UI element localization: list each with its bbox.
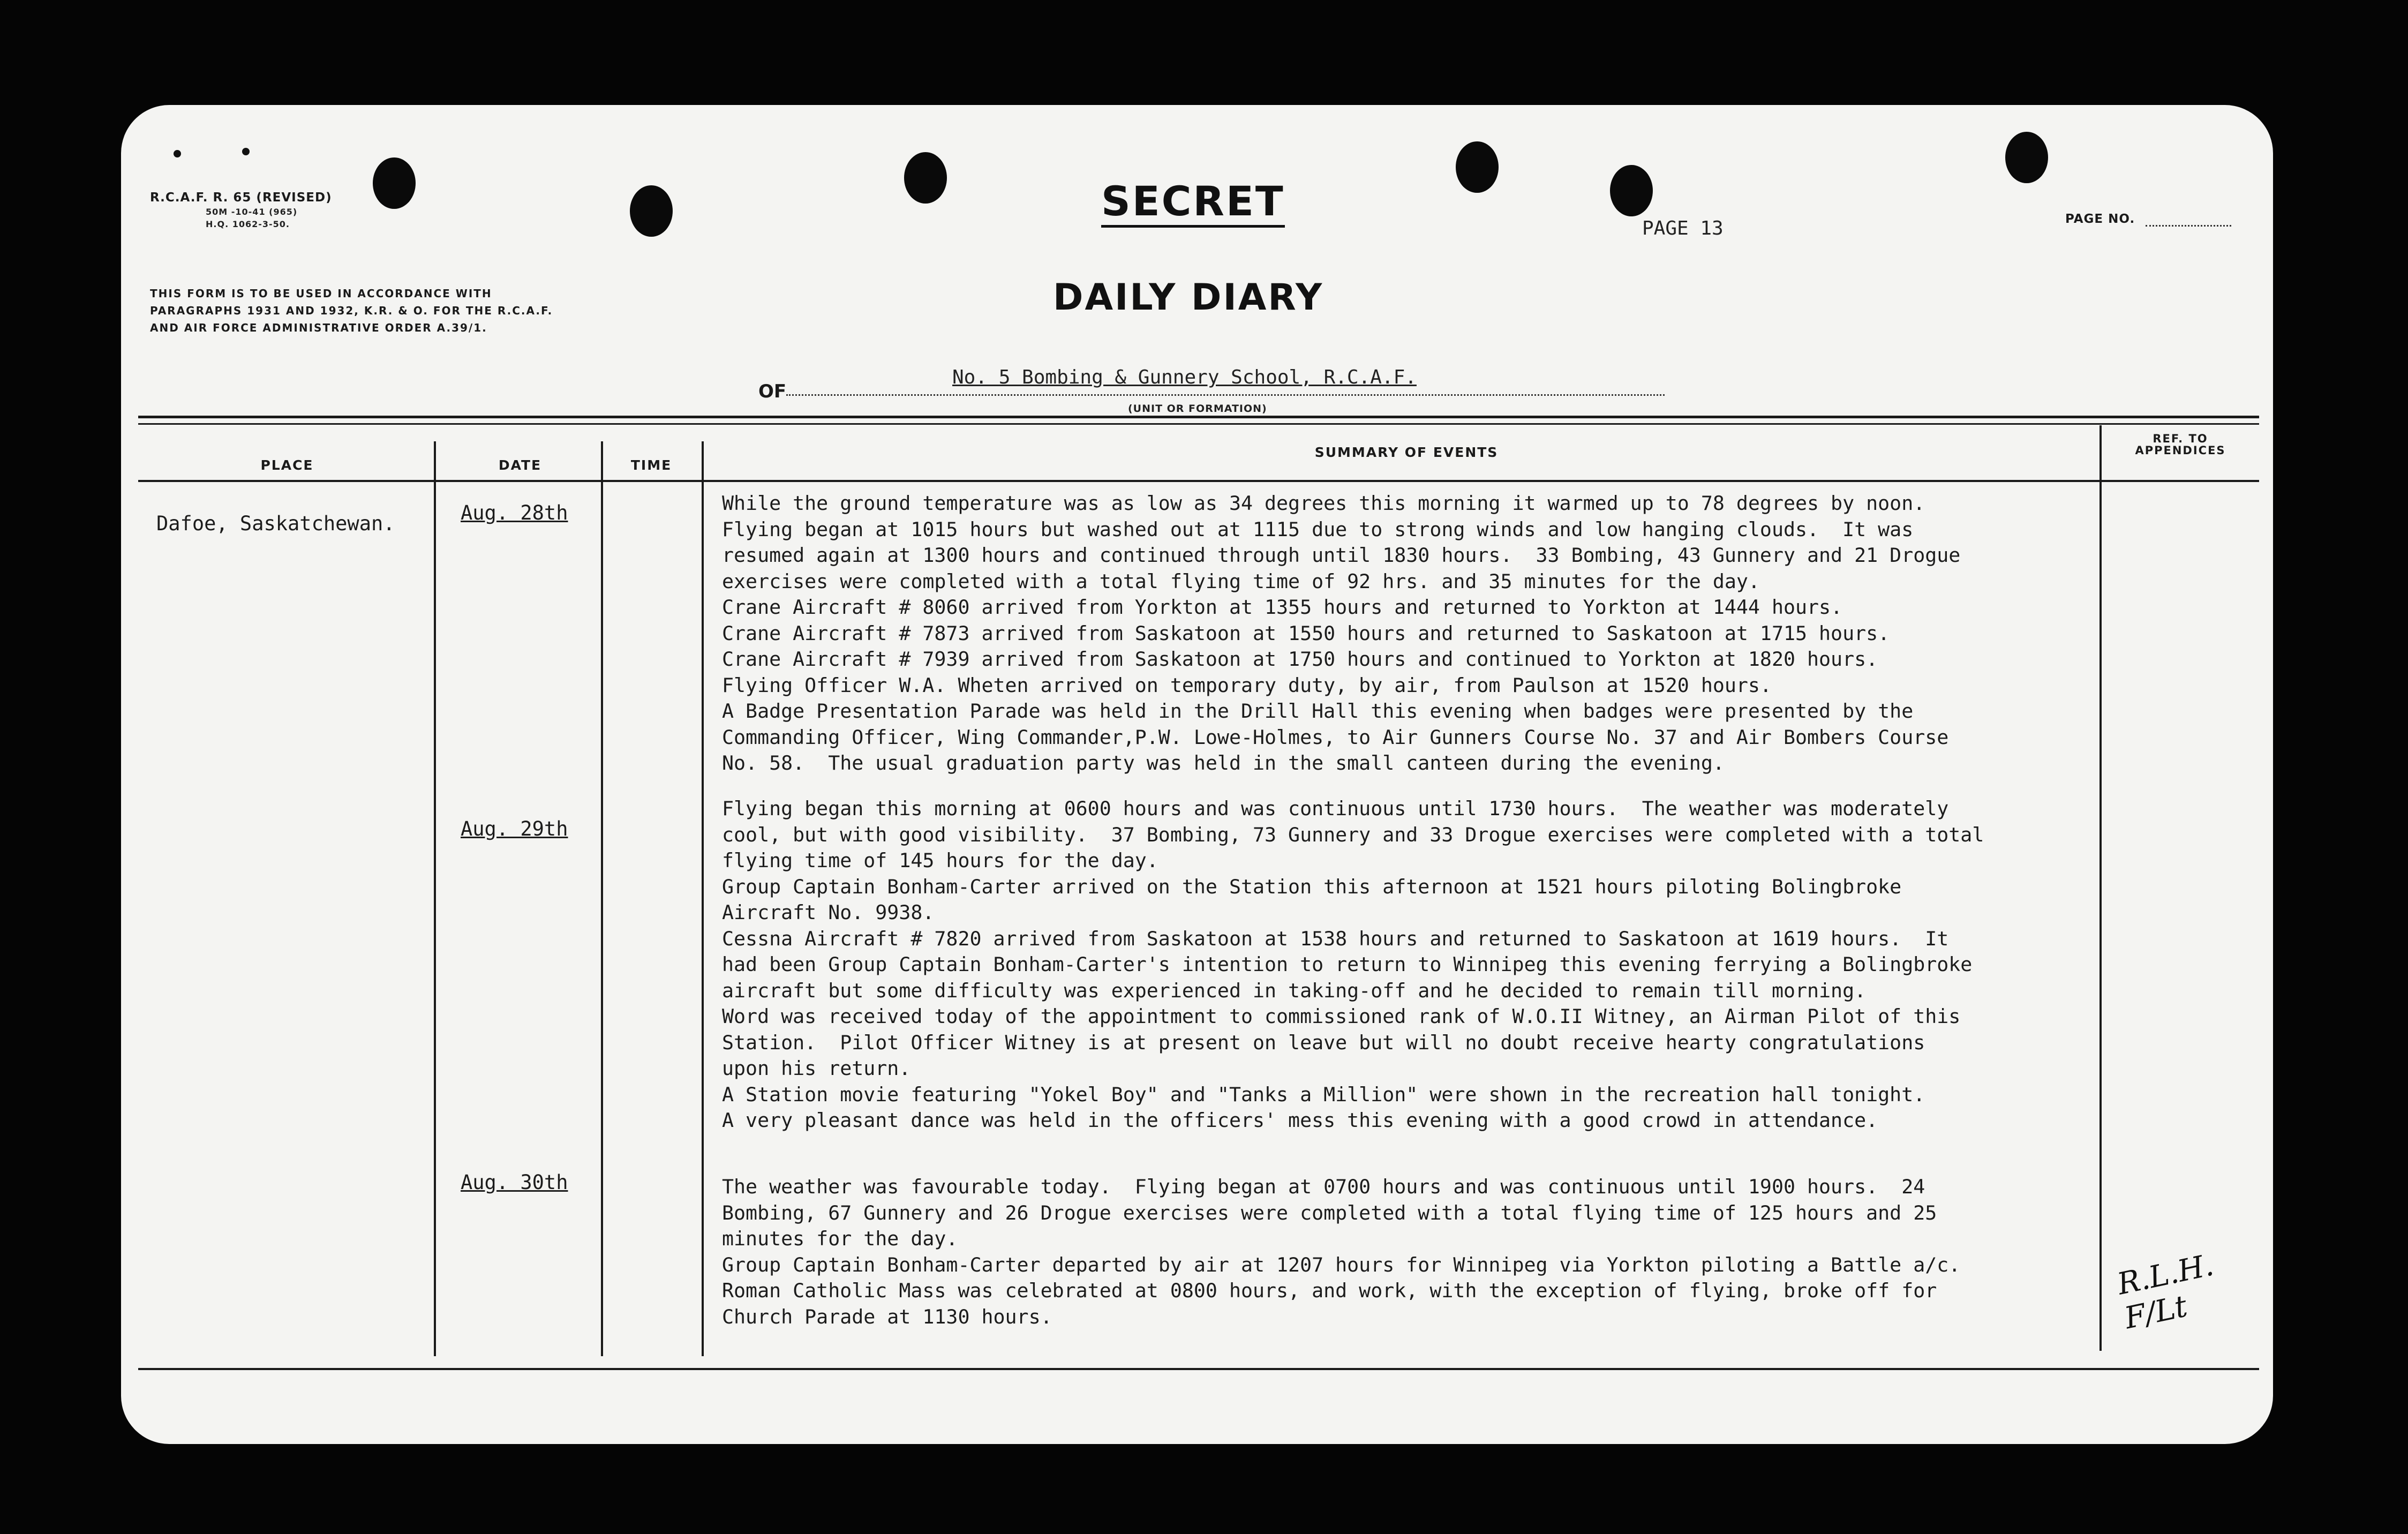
entry-summary: The weather was favourable today. Flying began at 0700 hours and was continuous until 1900 hours. 24 Bombing, 67 Gunnery and 26 Drogue exercises were completed with a total flying time of 125 hours and 25 minutes for the day. Group Captain Bonham-Carter departed by air at 1207 hours for Winnipeg via Yorkton piloting a Battle a/c. Roman Catholic Mass was celebrated at 0800 hours, and work, with the exception of flying, broke off for Church Parade at 1130 hours. — [722, 1175, 1961, 1328]
typed-page-number: PAGE 13 — [1642, 217, 1724, 239]
punch-hole — [2005, 132, 2048, 183]
column-header-time: TIME — [630, 457, 672, 473]
entry-date: Aug. 29th — [461, 817, 568, 840]
entry-summary: While the ground temperature was as low as 34 degrees this morning it warmed up to 78 degrees by noon. Flying began at 1015 hours but washed out at 1115 due to strong winds and low hanging clouds. It was resumed again at 1300 hours and continued through until 1830 hours. 33 Bombing, 43 Gunnery and 21 Drogue exercises were completed with a total flying time of 92 hrs. and 35 minutes for the day. Crane Aircraft # 8060 arrived from Yorkton at 1355 hours and returned to Yorkton at 1444 hours. Crane Aircraft # 7873 arrived from Saskatoon at 1550 hours and returned to Saskatoon at 1715 hours. Crane Aircraft # 7939 arrived from Saskatoon at 1750 hours and continued to Yorkton at 1820 hours. Flying Officer W.A. Wheten arrived on temporary duty, by air, from Paulson at 1520 hours. A Badge Presentation Parade was held in the Drill Hall this evening when badges were presented by the Commanding Officer, Wing Commander,P.W. Lowe-Holmes, to Air Gunners Course No. 37 and Air Bombers Course No. 58. The usual graduation party was held in the small canteen during the evening. — [722, 492, 1961, 774]
form-identifier — [150, 191, 332, 229]
corner-dot — [174, 150, 181, 157]
column-header-ref-appendices: REF. TO APPENDICES — [2135, 432, 2226, 457]
entry-date: Aug. 30th — [461, 1171, 568, 1194]
diary-form-sheet — [121, 105, 2273, 1444]
form-instructions: THIS FORM IS TO BE USED IN ACCORDANCE WITH PARAGRAPHS 1931 AND 1932, K.R. & O. FOR THE R.C.A.F. AND AIR FORCE ADMINISTRATIVE ORDER A.39/1. — [150, 287, 553, 334]
corner-dot — [242, 148, 250, 155]
unit-name: No. 5 Bombing & Gunnery School, R.C.A.F. — [952, 366, 1417, 388]
entry-summary: Flying began this morning at 0600 hours and was continuous until 1730 hours. The weather was moderately cool, but with good visibility. 37 Bombing, 73 Gunnery and 33 Drogue exercises were completed with a total flying time of 145 hours for the day. Group Captain Bonham-Carter arrived on the Station this afternoon at 1521 hours piloting Bolingbroke Aircraft No. 9938. Cessna Aircraft # 7820 arrived from Saskatoon at 1538 hours and returned to Saskatoon at 1619 hours. It had been Group Captain Bonham-Carter's intention to return to Winnipeg this evening ferrying a Bolingbroke aircraft but some difficulty was experienced in taking-off and he decided to remain till morning. Word was received today of the appointment to commissioned rank of W.O.II Witney, an Airman Pilot of this Station. Pilot Officer Witney is at present on leave but will no doubt receive hearty congratulations upon his return. A Station movie featuring "Yokel Boy" and "Tanks a Million" were shown in the recreation hall tonight. A very pleasant dance was held in the officers' mess this evening with a good crowd in attendance. — [722, 797, 1984, 1132]
column-divider — [434, 441, 436, 1356]
table-top-rule — [138, 423, 2259, 425]
form-code: 50M -10-41 (965) — [206, 207, 298, 217]
place-entry: Dafoe, Saskatchewan. — [156, 512, 395, 535]
officer-signature: R.L.H. F/Lt — [2114, 1247, 2217, 1336]
of-label: OF — [758, 381, 787, 402]
column-header-summary: SUMMARY OF EVENTS — [1314, 445, 1499, 460]
page-no-field — [2146, 225, 2231, 227]
column-header-date: DATE — [498, 457, 542, 473]
form-code: H.Q. 1062-3-50. — [206, 219, 290, 229]
table-top-rule — [138, 416, 2259, 418]
punch-hole — [630, 185, 673, 237]
column-divider — [601, 441, 603, 1356]
punch-hole — [373, 157, 416, 209]
entry-date: Aug. 28th — [461, 501, 568, 524]
classification-stamp: SECRET — [1101, 180, 1285, 228]
column-header-place: PLACE — [260, 457, 314, 473]
page-no-label: PAGE NO. — [2065, 212, 2135, 226]
punch-hole — [1610, 165, 1653, 216]
unit-caption: (UNIT OR FORMATION) — [1128, 403, 1267, 415]
punch-hole — [1456, 141, 1499, 193]
column-divider — [702, 441, 704, 1356]
form-title: DAILY DIARY — [1053, 276, 1324, 319]
form-number: R.C.A.F. R. 65 (REVISED) — [150, 191, 332, 205]
punch-hole — [904, 152, 947, 204]
unit-field-line — [786, 394, 1665, 396]
header-bottom-rule — [138, 480, 2259, 482]
table-bottom-rule — [138, 1368, 2259, 1370]
